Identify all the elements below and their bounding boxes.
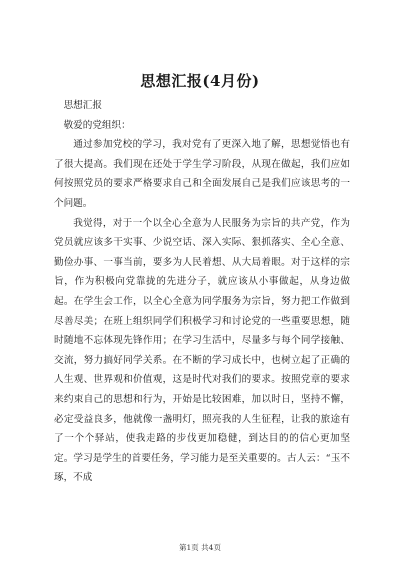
document-heading: 思想汇报 [63,100,102,111]
document-body [54,96,350,488]
salutation: 敬爱的党组织： [63,119,131,131]
paragraph-1: 通过参加党校的学习，我对党有了更深入地了解，思想觉悟也有了很大提高。我们现在还处于学生学习阶段，从现在做起，我们应如何按照党员的要求严格要求自己和全面发展自己是我们应该思考的一个问题。 [54,139,350,209]
document-title: 思想汇报(4月份) [140,72,260,90]
paragraph-2: 我觉得，对于一个以全心全意为人民服务为宗旨的共产党，作为党员就应该多干实事、少说空话、深入实际、狠抓落实、全心全意、勤俭办事、一事当前，要多为人民着想、从大局着眼。对于这样的宗旨，作为积极向党靠拢的先进分子，就应该从小事做起，从身边做起。在学生会工作，以全心全意为同学服务为宗旨，努力把工作做到尽善尽美；在班上组织同学们积极学习和讨论党的一些重要思想，随时随地不忘体现先锋作用；在学习生活中，尽量多与每个同学接触、交流，努力搞好同学关系。在不断的学习成长中，也树立起了正确的人生观、世界观和价值观，这是时代对我们的要求。按照党章的要求来约束自己的思想和行为，开始是比较困难，加以时日，坚持不懈，必定受益良多，他就像一盏明灯，照亮我的人生征程，让我的旅途有了一个个驿站，使我走路的步伐更加稳健，到达目的的信心更加坚定。学习是学生的首要任务，学习能力是至关重要的。古人云：“玉不琢，不成 [54,217,350,484]
page-footer: 第1页 共4页 [179,543,221,552]
